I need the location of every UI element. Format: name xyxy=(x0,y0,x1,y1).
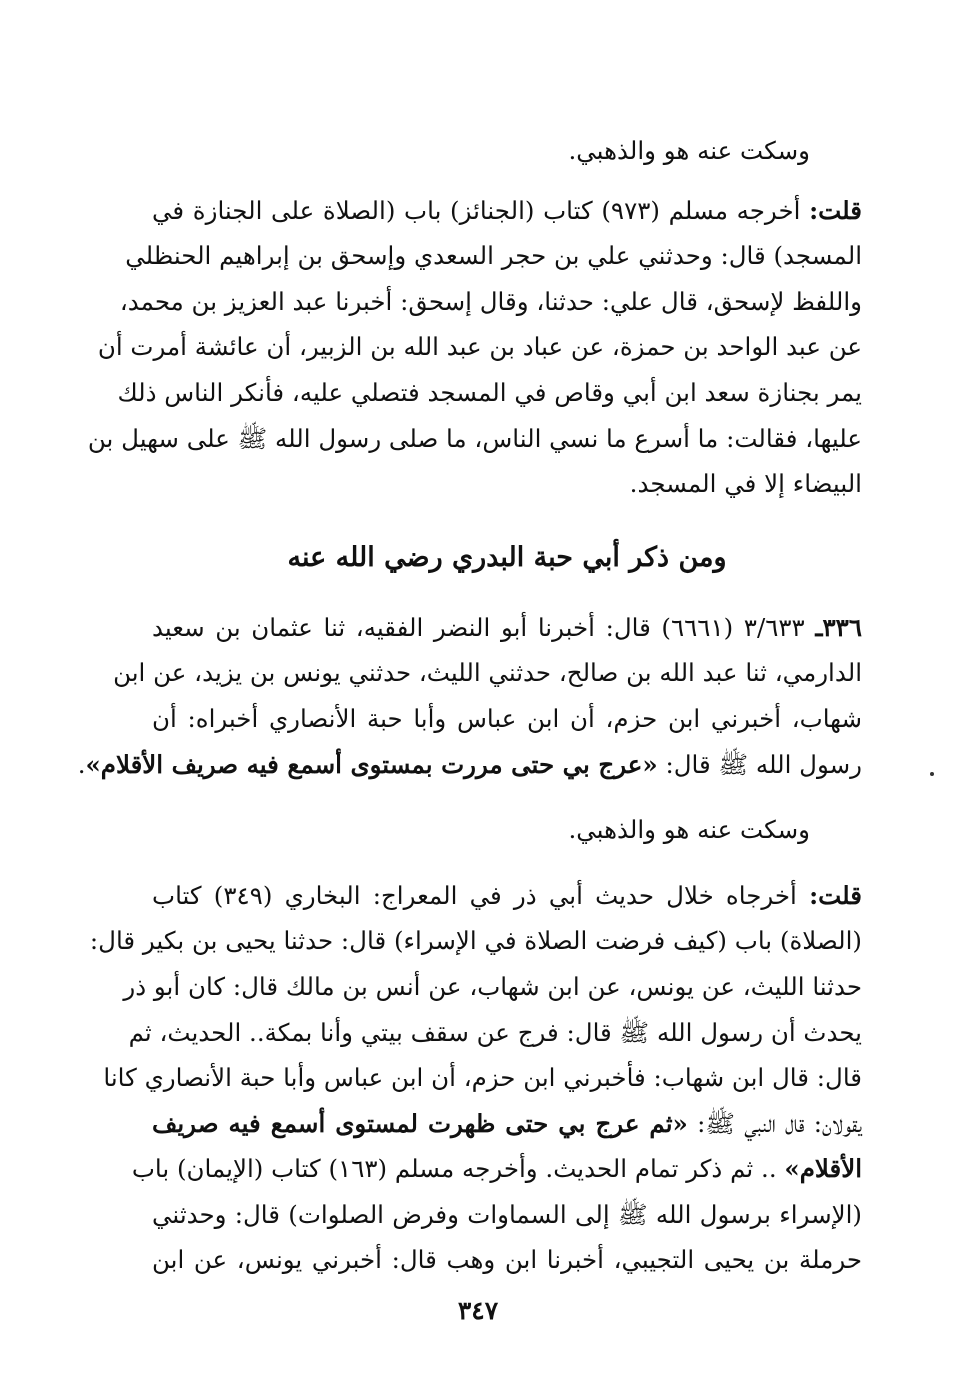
paragraph-3-line: حدثنا الليث، عن يونس، عن ابن شهاب، عن أنس بن مالك قال: كان أبو ذر xyxy=(123,971,862,1001)
hadith-last-suffix: . xyxy=(77,749,86,779)
hadith-quote: «عرج بي حتى مررت بمستوى أسمع فيه صريف الأقلام» xyxy=(85,749,658,779)
hadith-entry-line: الدارمي، ثنا عبد الله بن صالح، حدثني الليث، حدثني يونس بن يزيد، عن ابن xyxy=(113,658,862,688)
hadith-entry-line-1 xyxy=(152,605,862,651)
paragraph-1-line: واللفظ لإسحق، قال علي: حدثنا، وقال إسحق: أخبرنا عبد العزيز بن محمد، xyxy=(119,286,862,316)
page-number: ٣٤٧ xyxy=(457,1296,499,1325)
intro-line: وسكت عنه هو والذهبي. xyxy=(568,136,810,165)
hadith-entry-line-1-text: ٣/٦٣٣ (٦٦٦١) قال: أخبرنا أبو النضر الفقيه، ثنا عثمان بن سعيد xyxy=(152,612,805,642)
paragraph-3-line: (الصلاة) باب (كيف فرضت الصلاة في الإسراء) قال: حدثنا يحيى بن بكير قال: xyxy=(89,926,862,956)
paragraph-1 xyxy=(87,188,862,507)
section-heading: ومن ذكر أبي حبة البدري رضي الله عنه xyxy=(287,541,727,573)
paragraph-3-line-7-text: .. ثم ذكر تمام الحديث. وأخرجه مسلم (١٦٣) كتاب (الإيمان) باب xyxy=(131,1154,777,1184)
paragraph-1-line: يمر بجنازة سعد ابن أبي وقاص في المسجد فتصلي عليه، فأنكر الناس ذلك xyxy=(117,377,862,407)
paragraph-3 xyxy=(89,873,862,1283)
paragraph-3-quote-start: «ثم عرج بي حتى ظهرت لمستوى أسمع فيه صريف xyxy=(152,1108,688,1138)
paragraph-1-line: المسجد) قال: وحدثني علي بن حجر السعدي وإسحق بن إبراهيم الحنظلي xyxy=(125,241,862,271)
paragraph-3-line-1-text: أخرجاه خلال حديث أبي ذر في المعراج: البخاري (٣٤٩) كتاب xyxy=(152,880,797,910)
paragraph-3-line-1 xyxy=(152,873,862,919)
paragraph-3-line: (الإسراء برسول الله ﷺ إلى السماوات وفرض الصلوات) قال: وحدثني xyxy=(152,1199,862,1229)
paragraph-3-line: قال: قال ابن شهاب: فأخبرني ابن حزم، أن ابن عباس وأبا حبة الأنصاري كانا xyxy=(103,1063,862,1093)
book-page-body xyxy=(77,128,862,1283)
hadith-number: ٣٣٦ـ xyxy=(815,612,862,642)
paragraph-1-label: قلت: xyxy=(809,195,862,225)
hadith-last-prefix: رسول الله ﷺ قال: xyxy=(665,749,862,779)
paragraph-1-last-line: البيضاء إلا في المسجد. xyxy=(629,469,862,499)
paragraph-3-line-7 xyxy=(131,1146,862,1192)
paragraph-3-line: حرملة بن يحيى التجيبي، أخبرنا ابن وهب قال: أخبرني يونس، عن ابن xyxy=(152,1245,862,1275)
paragraph-1-line: عن عبد الواحد بن حمزة، عن عباد بن عبد الله بن الزبير، أن عائشة أمرت أن xyxy=(97,332,862,362)
outro-line: وسكت عنه هو والذهبي. xyxy=(568,815,810,845)
hadith-entry-336 xyxy=(77,605,862,787)
hadith-entry-last-line xyxy=(77,742,862,788)
paragraph-3-line: يحدث أن رسول الله ﷺ قال: فرج عن سقف بيتي وأنا بمكة.. الحديث، ثم xyxy=(128,1017,862,1047)
hadith-entry-line: شهاب، أخبرني ابن حزم، أن ابن عباس وأبا حبة الأنصاري أخبراه: أن xyxy=(152,703,862,733)
paragraph-1-line-1-text: أخرجه مسلم (٩٧٣) كتاب (الجنائز) باب (الصلاة على الجنازة في xyxy=(152,195,801,225)
paragraph-1-line-1 xyxy=(152,188,862,234)
paragraph-3-line-6-prefix: يقولان: قال النبي ﷺ: xyxy=(697,1108,862,1138)
paragraph-3-line-6 xyxy=(152,1101,862,1147)
paragraph-3-quote-end: الأقلام» xyxy=(784,1154,862,1184)
paragraph-3-label: قلت: xyxy=(809,880,862,910)
scan-speck xyxy=(930,772,934,776)
paragraph-1-line: عليها، فقالت: ما أسرع ما نسي الناس، ما صلى رسول الله ﷺ على سهيل بن xyxy=(87,423,862,453)
